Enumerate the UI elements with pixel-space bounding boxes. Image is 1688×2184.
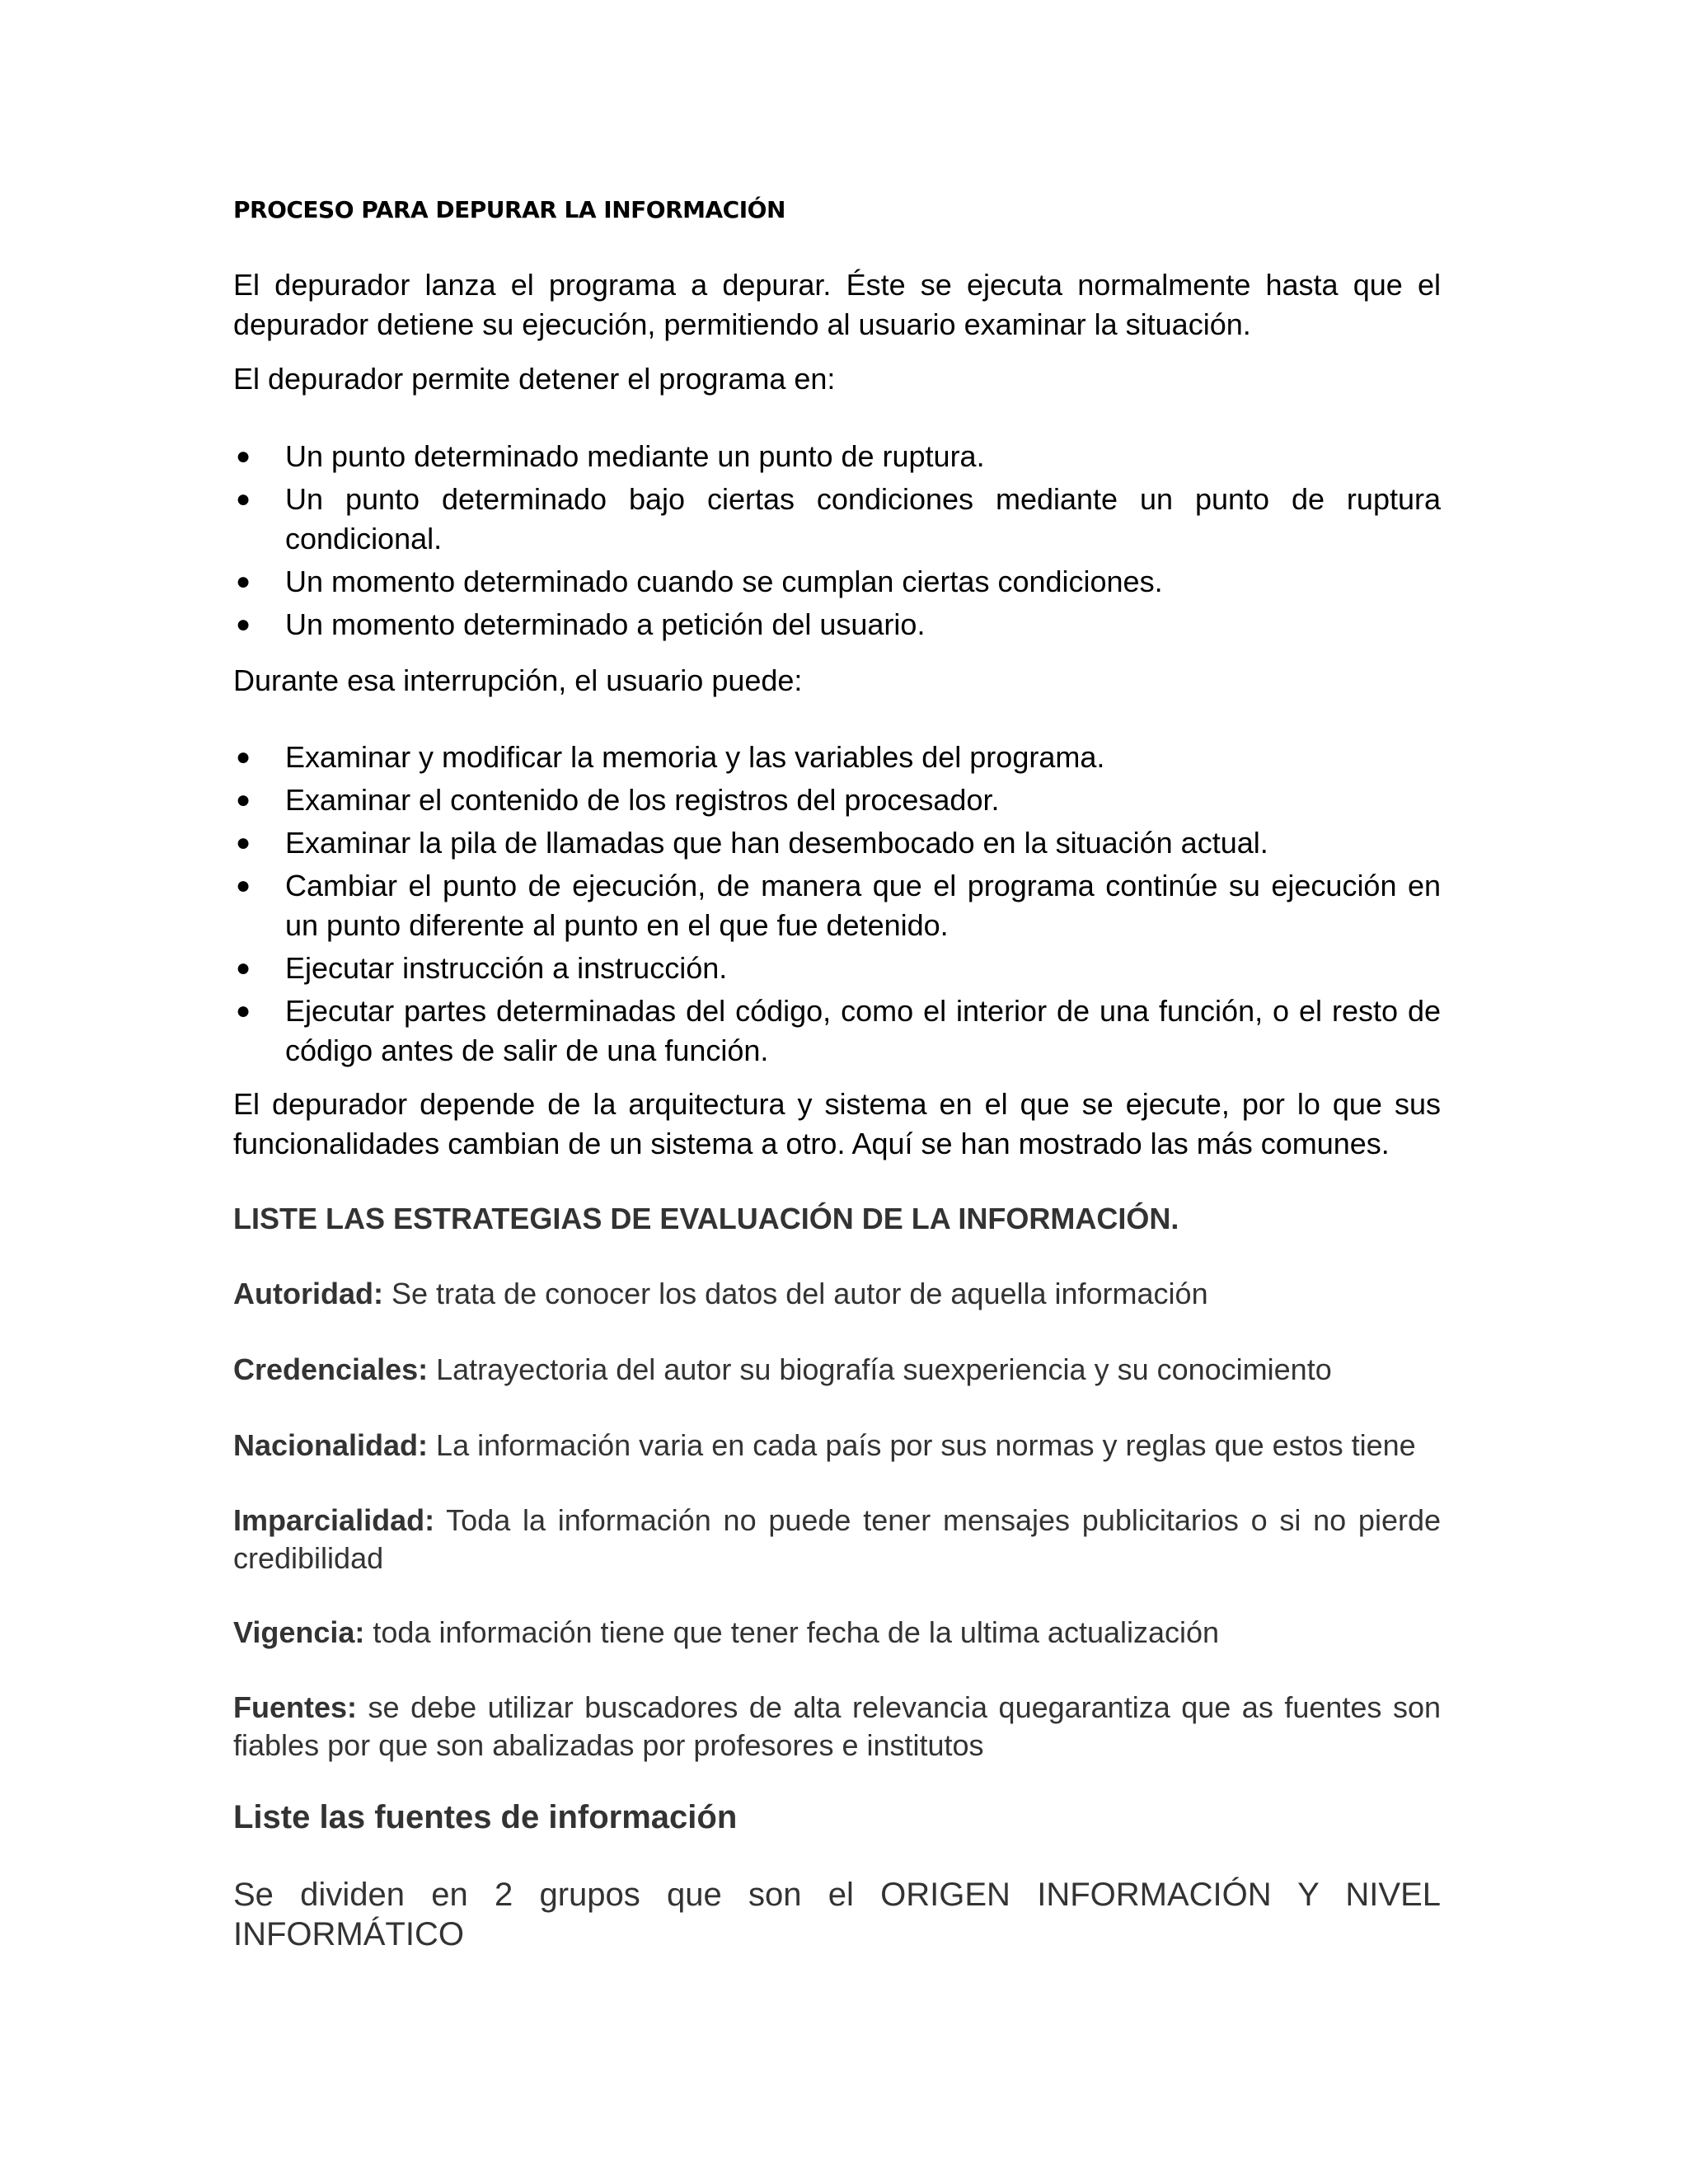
strategy-term: Credenciales:: [233, 1352, 429, 1386]
strategy-term: Fuentes:: [233, 1690, 358, 1724]
bullet-icon: ●: [236, 954, 251, 982]
strategy-item: [233, 1427, 1441, 1465]
strategy-term: Autoridad:: [233, 1277, 383, 1310]
strategy-term: Vigencia:: [233, 1615, 365, 1649]
bullet-icon: ●: [236, 872, 251, 899]
list-item: ● Ejecutar partes determinadas del código, como el interior de una función, o el resto de código antes de salir de una función.: [233, 991, 1441, 1071]
strategy-text: se debe utilizar buscadores de alta relevancia quegarantiza que as fuentes son fiables por que son abalizadas por profesores e institutos: [233, 1690, 1441, 1762]
strategy-item: [233, 1502, 1441, 1577]
list-item: ● Examinar la pila de llamadas que han desembocado en la situación actual.: [233, 823, 1441, 863]
strategy-term: Imparcialidad:: [233, 1503, 435, 1537]
bullet-icon: ●: [236, 485, 251, 513]
bullet-icon: ●: [236, 786, 251, 813]
closing-paragraph: El depurador depende de la arquitectura y sistema en el que se ejecute, por lo que sus funcionalidades cambian de un sistema a otro. Aquí se han mostrado las más comunes.: [233, 1087, 1441, 1160]
strategy-text: Se trata de conocer los datos del autor de aquella información: [382, 1277, 1208, 1310]
bullet-icon: ●: [236, 997, 251, 1024]
section-heading-process: PROCESO PARA DEPURAR LA INFORMACIÓN: [233, 196, 785, 223]
sources-line-2: INFORMÁTICO: [233, 1916, 464, 1952]
strategy-text: toda información tiene que tener fecha de la ultima actualización: [364, 1615, 1220, 1649]
strategy-text: Latrayectoria del autor su biografía suexperiencia y su conocimiento: [428, 1352, 1332, 1386]
strategy-text: Toda la información no puede tener mensajes publicitarios o si no pierde credibilidad: [233, 1503, 1441, 1575]
section-heading-strategies: LISTE LAS ESTRATEGIAS DE EVALUACIÓN DE LA INFORMACIÓN.: [233, 1202, 1179, 1235]
bullet-icon: ●: [236, 743, 251, 771]
list-item: ● Examinar y modificar la memoria y las variables del programa.: [233, 738, 1441, 777]
during-bullet-list: [233, 738, 1441, 1074]
section-heading-sources: Liste las fuentes de información: [233, 1799, 738, 1835]
list-item: ● Un momento determinado a petición del usuario.: [233, 605, 1441, 644]
strategy-term: Nacionalidad:: [233, 1428, 429, 1462]
list-item: ● Ejecutar instrucción a instrucción.: [233, 949, 1441, 988]
sources-line-1: Se dividen en 2 grupos que son el ORIGEN INFORMACIÓN Y NIVEL: [233, 1877, 1441, 1913]
list-item: ● Un momento determinado cuando se cumplan ciertas condiciones.: [233, 562, 1441, 602]
sources-paragraph: [233, 1875, 1441, 1954]
bullet-icon: ●: [236, 829, 251, 856]
list-item: ● Un punto determinado mediante un punto de ruptura.: [233, 437, 1441, 476]
strategy-item: [233, 1689, 1441, 1765]
strategy-item: [233, 1614, 1441, 1652]
strategy-text: La información varia en cada país por sus normas y reglas que estos tiene: [428, 1428, 1416, 1462]
during-intro: Durante esa interrupción, el usuario puede:: [233, 663, 803, 697]
bullet-icon: ●: [236, 568, 251, 595]
strategy-item: [233, 1275, 1441, 1313]
stop-intro: El depurador permite detener el programa en:: [233, 362, 836, 396]
list-item: ● Cambiar el punto de ejecución, de manera que el programa continúe su ejecución en un punto diferente al punto en el que fue detenido.: [233, 866, 1441, 945]
list-item: ● Examinar el contenido de los registros del procesador.: [233, 780, 1441, 820]
bullet-icon: ●: [236, 611, 251, 638]
list-item: ● Un punto determinado bajo ciertas condiciones mediante un punto de ruptura condicional.: [233, 480, 1441, 559]
strategy-item: [233, 1351, 1441, 1389]
intro-paragraph: El depurador lanza el programa a depurar. Éste se ejecuta normalmente hasta que el depurador detiene su ejecución, permitiendo al usuario examinar la situación.: [233, 268, 1441, 341]
stop-bullet-list: [233, 437, 1441, 648]
bullet-icon: ●: [236, 443, 251, 470]
